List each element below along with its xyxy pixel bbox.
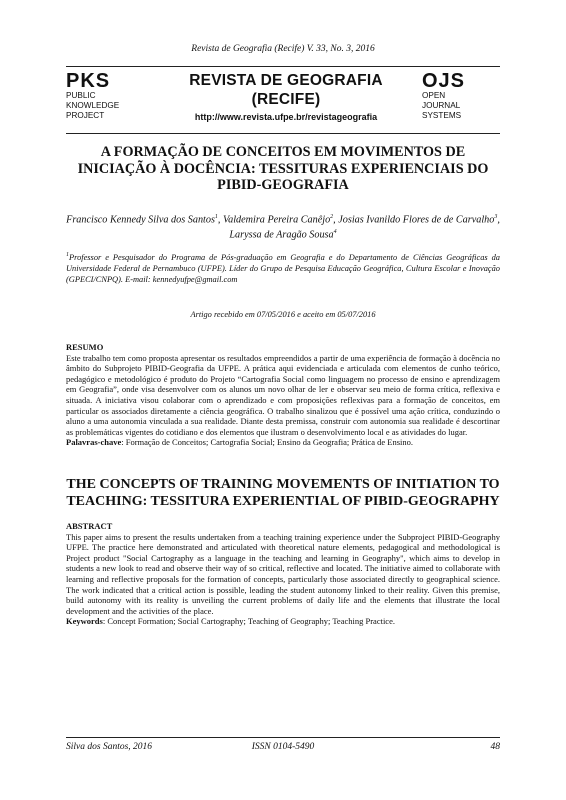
keywords-label: Palavras-chave [66, 437, 122, 448]
author-name: Josias Ivanildo Flores de de Carvalho [338, 214, 495, 226]
article-title-english: THE CONCEPTS OF TRAINING MOVEMENTS OF INITIATION TO TEACHING: TESSITURA EXPERIENTIAL OF PIBID-GEOGRAPHY [66, 477, 500, 509]
pkp-logo [66, 71, 156, 121]
author-affiliation [66, 250, 500, 285]
ojs-line: JOURNAL [422, 101, 461, 110]
abstract-text: This paper aims to present the results undertaken from a teaching training experience under the Subproject PIBID-Geography UFPE. The practice here demonstrated and articulated with theoretical nature elements, pedagogical and methodological is Project product "Social Cartography as a language in the teaching and learning in Geography", which aims to develop in students a new look to read and observe their way of so critical, reflective and located. The initiative aimed to collaborate with learning and reflective proposals for the formation of concepts, particularly those associated directly to geographical science. The work indicated that a critical action is possible, leading the student autonomy linked to their reality. Given this premise, build autonomy with its reality is unveiling the current problems of daily life and the elements that illustrate the local development and the activities of the place. [66, 531, 500, 616]
ojs-line: SYSTEMS [422, 111, 462, 120]
pkp-line: PROJECT [66, 111, 105, 120]
keywords-value: : Formação de Conceitos; Cartografia Social; Ensino da Geografia; Prática de Ensino. [121, 437, 413, 448]
affiliation-text: Professor e Pesquisador do Programa de Pós-graduação em Geografia e do Departamento de Ciências Geográficas da Universidade Federal de Pernambuco (UFPE). Líder do Grupo de Pesquisa Educação Geográfica, Cultura Escolar e Inovação (GPECI/CNPQ). E-mail: kennedyufpe@gmail.com [66, 252, 500, 284]
footer-issn: ISSN 0104-5490 [251, 742, 315, 752]
journal-name-line: REVISTA DE GEOGRAFIA [189, 72, 383, 89]
running-head: Revista de Geografia (Recife) V. 33, No. 3, 2016 [191, 44, 375, 54]
resumo-keywords [66, 437, 500, 448]
journal-url-link[interactable]: http://www.revista.ufpe.br/revistageografia [194, 112, 378, 122]
article-title-portuguese: A FORMAÇÃO DE CONCEITOS EM MOVIMENTOS DE INICIAÇÃO À DOCÊNCIA: TESSITURAS EXPERIENCIAIS DO PIBID-GEOGRAFIA [77, 144, 489, 193]
footer-author: Silva dos Santos, 2016 [66, 742, 153, 752]
ojs-logo [422, 71, 500, 121]
resumo-section [66, 342, 500, 448]
author-name: Laryssa de Aragão Sousa [229, 229, 334, 241]
affiliation-marker: 1 [66, 252, 69, 258]
abstract-keywords [66, 616, 500, 627]
author-list: Francisco Kennedy Silva dos Santos$^1$, Valdemira Pereira Canêjo$^2$, Josias Ivanildo Flores de de Carvalho$^3$, Laryssa de Aragão Sousa$^4$ [66, 214, 500, 241]
author-footnote-marker: 3 [494, 214, 498, 220]
journal-masthead [66, 66, 500, 134]
resumo-heading: RESUMO [66, 342, 104, 352]
author-footnote-marker: 2 [330, 214, 334, 220]
author-name: Valdemira Pereira Canêjo [223, 214, 331, 226]
journal-name-line: (RECIFE) [251, 91, 321, 108]
pkp-line: KNOWLEDGE [66, 101, 120, 110]
ojs-line: OPEN [422, 91, 446, 100]
author-name: Francisco Kennedy Silva dos Santos [66, 214, 215, 226]
pkp-line: PUBLIC [66, 91, 96, 100]
author-footnote-marker: 4 [333, 229, 337, 236]
abstract-heading: ABSTRACT [66, 521, 113, 531]
abstract-section [66, 521, 500, 627]
keywords-value: : Concept Formation; Social Cartography; Teaching of Geography; Teaching Practice. [102, 616, 395, 627]
page-number: 48 [490, 742, 500, 752]
footer-divider [66, 737, 500, 738]
author-footnote-marker: 1 [214, 214, 218, 220]
keywords-label: Keywords [66, 616, 103, 627]
journal-name-block [166, 71, 406, 122]
ojs-acronym: OJS [422, 70, 466, 92]
received-date: Artigo recebido em 07/05/2016 e aceito em 05/07/2016 [190, 310, 376, 319]
resumo-text: Este trabalho tem como proposta apresentar os resultados empreendidos a partir de uma experiência de formação à docência no âmbito do Subprojeto PIBID-Geografia da UFPE. A prática aqui evidenciada e articulada com elementos de cunho teórico, pedagógico e metodológico é produto do Projeto “Cartografia Social como linguagem no processo de ensino e aprendizagem em Geografia”, onde visa desenvolver com os alunos um novo olhar de ler e observar seu meio de forma crítica, reflexiva e situada. A iniciativa visou colaborar com o aprendizado e com proposições reflexivas para a formação de conceitos, em particular os associados diretamente a ciência geográfica. O trabalho sinalizou que é possível uma ação crítica, conduzindo o aluno a uma autonomia vinculada a sua realidade. Diante desta premissa, construir com autonomia sua realidade é descortinar as problemáticas vigentes do cotidiano e dos elementos que ilustram o desenvolvimento local e as atividades do lugar. [66, 352, 500, 437]
pkp-acronym: PKS [66, 70, 111, 92]
